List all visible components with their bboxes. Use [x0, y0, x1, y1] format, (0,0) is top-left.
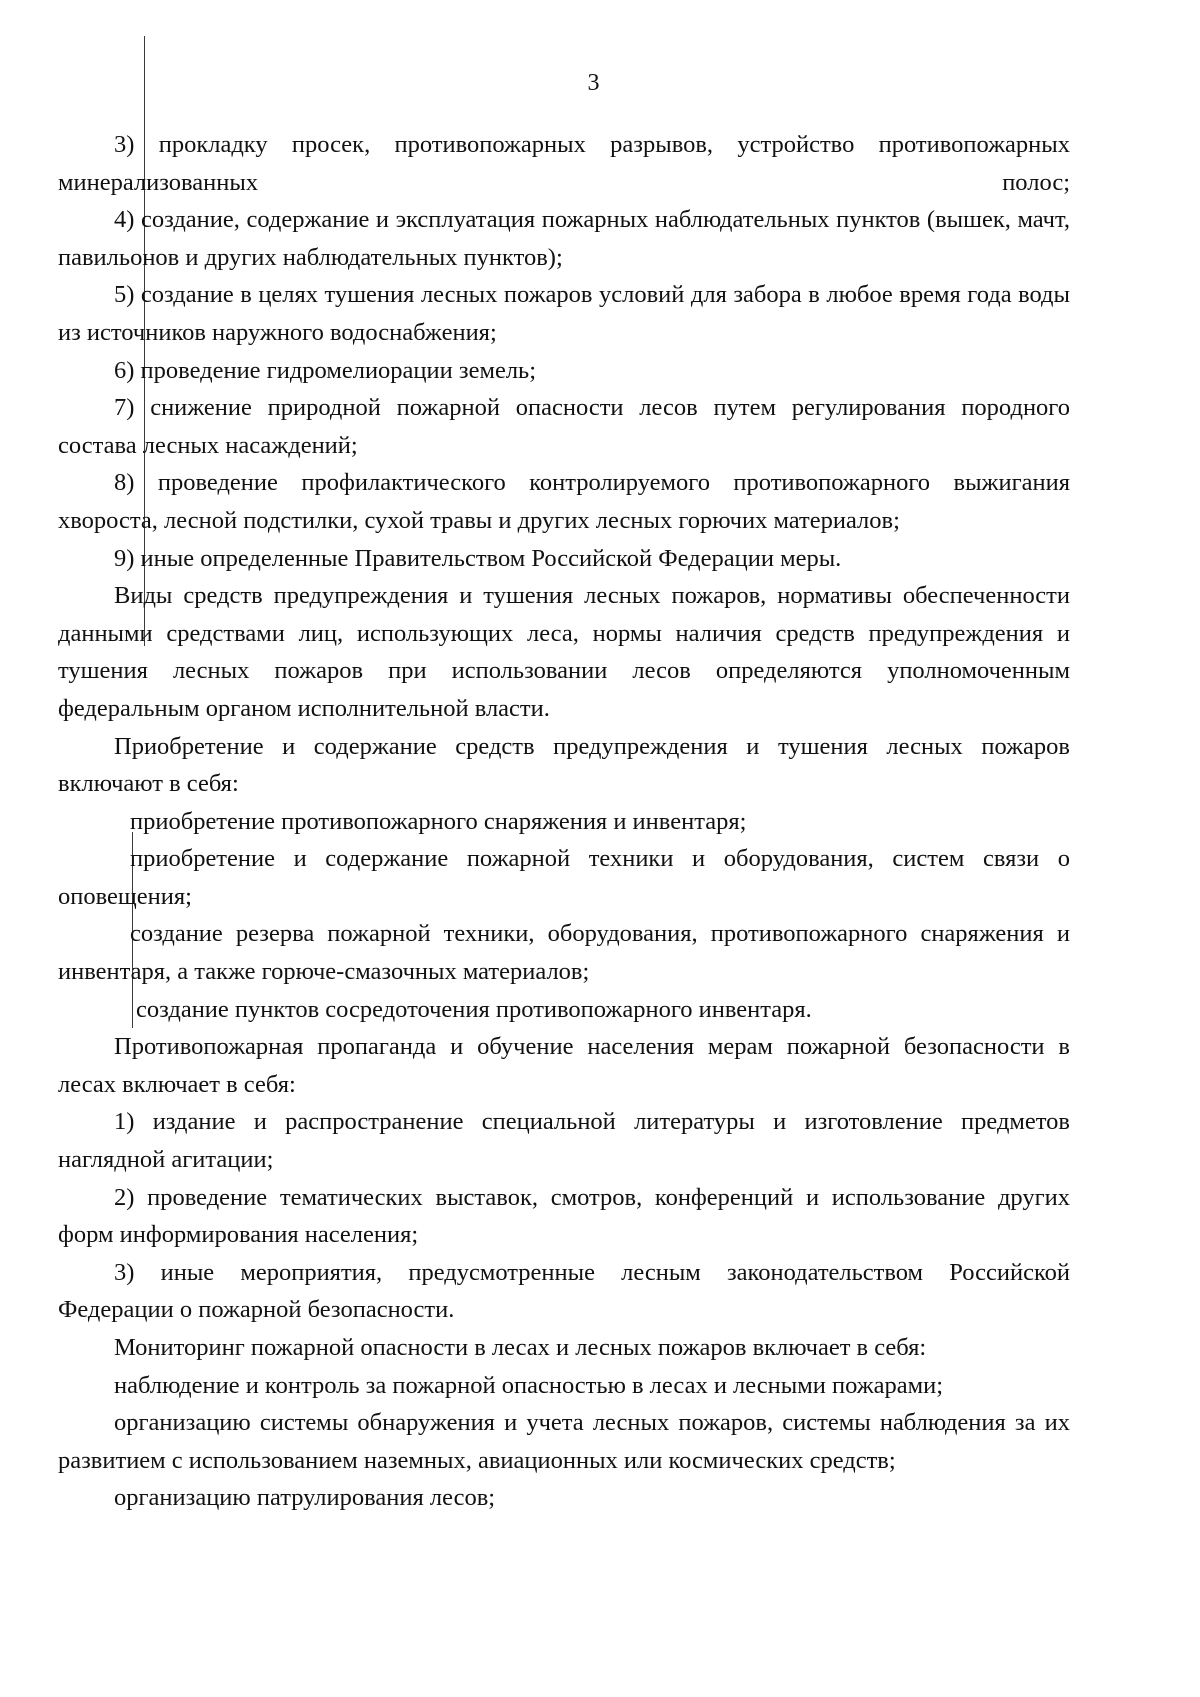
paragraph-propaganda-3: 3) иные мероприятия, предусмотренные лесным законодательством Российской Федерации о пожарной безопасности.: [58, 1258, 1070, 1324]
paragraph-means-types: Виды средств предупреждения и тушения лесных пожаров, нормативы обеспеченности данными средствами лиц, использующих леса, нормы наличия средств предупреждения и тушения лесных пожаров при использовании лесов определяются уполномоченным федеральным органом исполнительной власти.: [58, 582, 1070, 722]
paragraph-item-5: 5) создание в целях тушения лесных пожаров условий для забора в любое время года воды из источников наружного водоснабжения;: [58, 281, 1070, 346]
paragraph-monitoring-detection: организацию системы обнаружения и учета лесных пожаров, системы наблюдения за их развитием с использованием наземных, авиационных или космических средств;: [58, 1409, 1070, 1474]
paragraph-item-4: 4) создание, содержание и эксплуатация пожарных наблюдательных пунктов (вышек, мачт, павильонов и других наблюдательных пунктов);: [58, 206, 1070, 271]
paragraph-acquisition-technique: приобретение и содержание пожарной техники и оборудования, систем связи о оповещения;: [58, 845, 1070, 910]
paragraph-item-6: 6) проведение гидромелиорации земель;: [114, 356, 537, 384]
paragraph-item-3: 3) прокладку просек, противопожарных разрывов, устройство противопожарных минерализованных полос;: [58, 131, 1070, 196]
paragraph-item-7: 7) снижение природной пожарной опасности лесов путем регулирования породного состава лесных насаждений;: [58, 394, 1070, 459]
paragraph-monitoring-control: наблюдение и контроль за пожарной опасностью в лесах и лесными пожарами;: [114, 1371, 944, 1399]
paragraph-reserve: создание резерва пожарной техники, оборудования, противопожарного снаряжения и инвентаря, а также горюче-смазочных материалов;: [58, 920, 1070, 986]
paragraph-item-8: 8) проведение профилактического контролируемого противопожарного выжигания хвороста, лесной подстилки, сухой травы и других лесных горючих материалов;: [58, 469, 1070, 534]
paragraph-propaganda-1: 1) издание и распространение специальной литературы и изготовление предметов наглядной агитации;: [58, 1108, 1070, 1174]
paragraph-acquisition-equipment: приобретение противопожарного снаряжения и инвентаря;: [130, 807, 747, 835]
paragraph-propaganda-intro: Противопожарная пропаганда и обучение населения мерам пожарной безопасности в лесах включает в себя:: [58, 1033, 1070, 1098]
paragraph-concentration-points: создание пунктов сосредоточения противопожарного инвентаря.: [136, 995, 812, 1023]
paragraph-monitoring-patrol: организацию патрулирования лесов;: [114, 1484, 496, 1512]
paragraph-propaganda-2: 2) проведение тематических выставок, смотров, конференций и использование других форм информирования населения;: [58, 1183, 1070, 1249]
paragraph-monitoring-intro: Мониторинг пожарной опасности в лесах и лесных пожаров включает в себя:: [114, 1334, 927, 1361]
paragraph-item-9: 9) иные определенные Правительством Российской Федерации меры.: [114, 544, 842, 572]
paragraph-acquisition-intro: Приобретение и содержание средств предупреждения и тушения лесных пожаров включают в себя:: [58, 732, 1070, 798]
document-body: [58, 126, 1070, 1517]
page-number: 3: [587, 70, 600, 96]
